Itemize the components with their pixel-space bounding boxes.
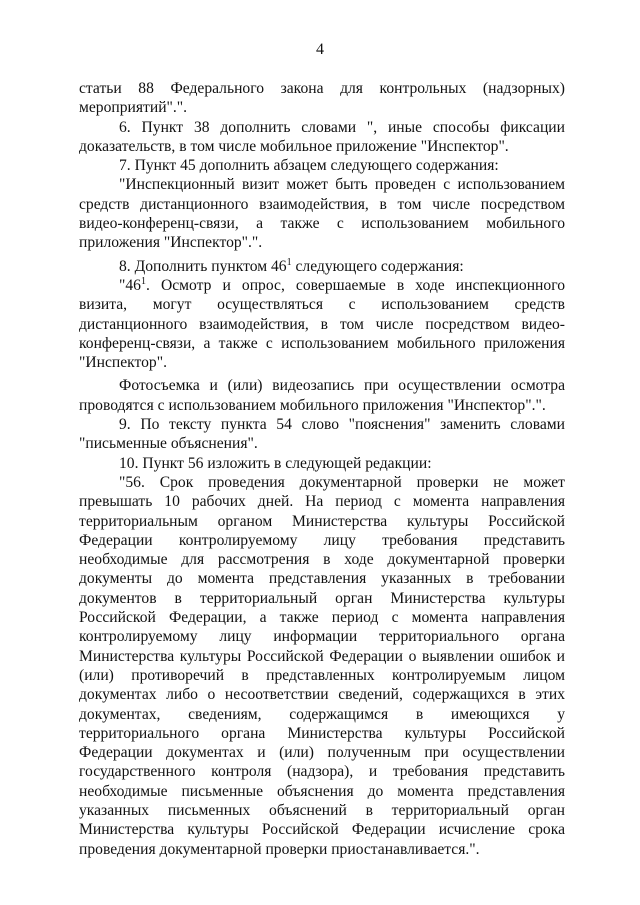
paragraph-item-9: 9. По тексту пункта 54 слово "пояснения" заменить словами "письменные объяснения". bbox=[79, 416, 565, 453]
paragraph-item-56: "56. Срок проведения документарной проверки не может превышать 10 рабочих дней. На период с момента направления территориальным органом Министерства культуры Российской Федерации контролируемому лицу требования представить необходимые для рассмотрения в ходе документарной проверки документы до момента представления указанных в требовании документов в территориальный орган Министерства культуры Российской Федерации, а также период с момента направления контролируемому лицу информации территориального органа Министерства культуры Российской Федерации о выявлении ошибок и (или) противоречий в представленных контролируемым лицом документах либо о несоответствии сведений, содержащихся в этих документах, сведениям, содержащимся в имеющихся у территориального органа Министерства культуры Российской Федерации документах и (или) полученным при осуществлении государственного контроля (надзора), и требования представить необходимые письменные объяснения до момента представления указанных письменных объяснений в территориальный орган Министерства культуры Российской Федерации исчисление срока проведения документарной проверки приостанавливается.". bbox=[79, 473, 565, 858]
paragraph-item-7: 7. Пункт 45 дополнить абзацем следующего содержания: bbox=[119, 157, 499, 175]
page-number: 4 bbox=[316, 41, 324, 58]
paragraph-item-8-text-start: 8. Дополнить пунктом 46 bbox=[119, 257, 287, 275]
paragraph-item-8-text-end: следующего содержания: bbox=[291, 257, 464, 275]
paragraph-photo-video: Фотосъемка и (или) видеозапись при осуществлении осмотра проводятся с использованием мобильного приложения "Инспектор".". bbox=[79, 377, 565, 414]
paragraph-item-46-1-text-end: . Осмотр и опрос, совершаемые в ходе инспекционного визита, могут осуществляться с использованием средств дистанционного взаимодействия, в том числе посредством видео-конференц-связи, а также с использованием мобильного приложения "Инспектор". bbox=[79, 276, 565, 372]
paragraph-item-7-quote: "Инспекционный визит может быть проведен с использованием средств дистанционного взаимодействия, в том числе посредством видео-конференц-связи, а также с использованием мобильного приложения "Инспектор".". bbox=[79, 176, 565, 252]
paragraph-continuation: статьи 88 Федерального закона для контрольных (надзорных) мероприятий".". bbox=[79, 80, 565, 117]
paragraph-item-46-1-superscript: 1 bbox=[140, 275, 146, 287]
paragraph-item-46-1-text-start: "46 bbox=[119, 276, 141, 294]
paragraph-item-8-superscript: 1 bbox=[286, 256, 292, 268]
paragraph-item-8 bbox=[79, 257, 565, 276]
paragraph-item-6: 6. Пункт 38 дополнить словами ", иные способы фиксации доказательств, в том числе мобильное приложение "Инспектор". bbox=[79, 118, 565, 155]
paragraph-item-10: 10. Пункт 56 изложить в следующей редакции: bbox=[119, 454, 432, 472]
document-body bbox=[79, 79, 565, 859]
paragraph-item-46-1 bbox=[79, 276, 565, 372]
